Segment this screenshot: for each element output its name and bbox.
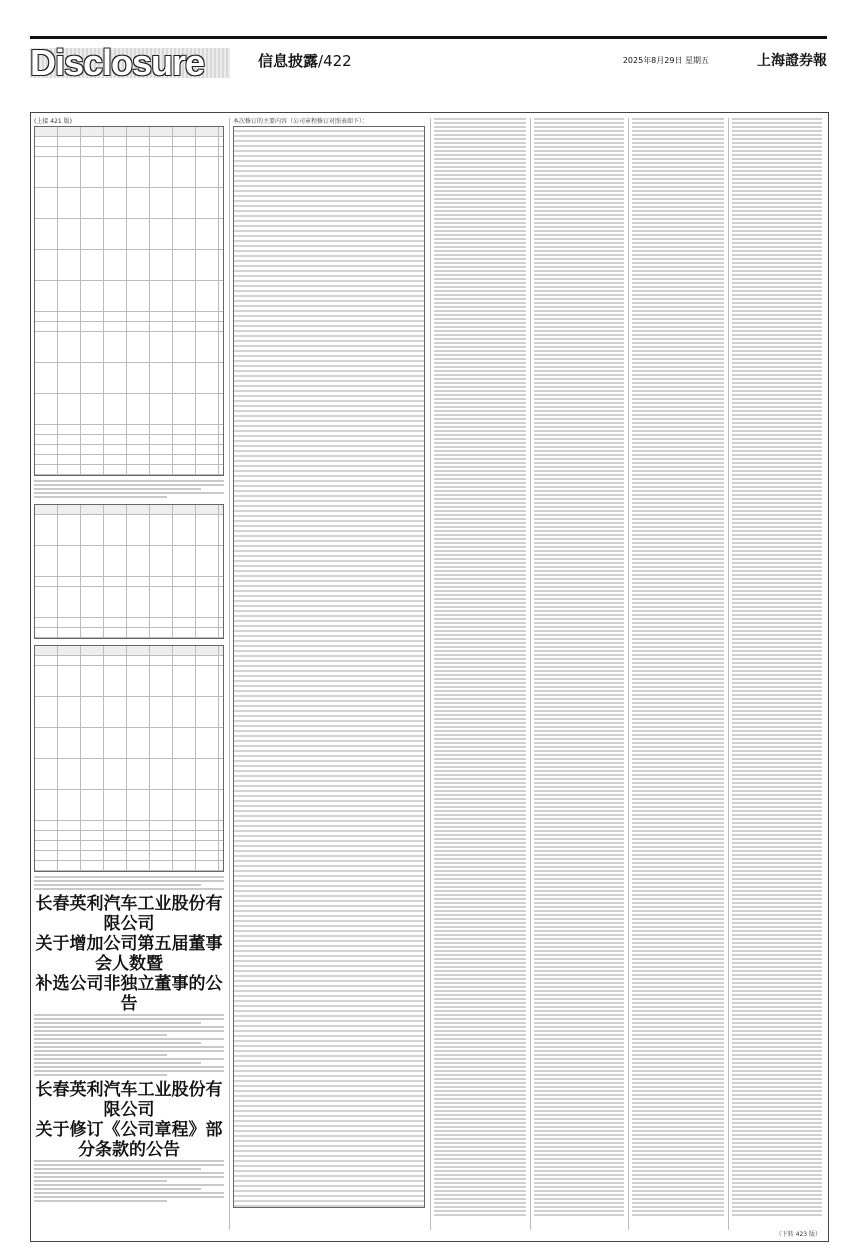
column-divider	[430, 118, 431, 1230]
column-1	[34, 118, 224, 1204]
continued-on: （下转 423 版）	[775, 1231, 821, 1238]
column-6	[732, 118, 822, 1218]
column-divider	[628, 118, 629, 1230]
data-table	[34, 126, 224, 476]
top-rule	[30, 36, 827, 39]
column-5	[632, 118, 724, 1218]
section-title	[258, 50, 352, 71]
column-divider	[728, 118, 729, 1230]
column-divider	[229, 118, 230, 1230]
data-table	[34, 645, 224, 872]
article-headline-2: 长春英利汽车工业股份有限公司 关于修订《公司章程》部分条款的公告	[35, 1080, 223, 1160]
column-4	[534, 118, 624, 1218]
issue-date: 2025年8月29日 星期五	[622, 56, 709, 65]
paper-name: 上海證券報	[757, 53, 827, 69]
column-divider	[530, 118, 531, 1230]
article-headline-1: 长春英利汽车工业股份有限公司 关于增加公司第五届董事会人数暨 补选公司非独立董事的公告	[35, 894, 223, 1014]
masthead	[30, 42, 827, 83]
column-3	[434, 118, 526, 1218]
column-2	[233, 118, 425, 1212]
revision-table	[233, 126, 425, 1208]
brand-logo: Disclosure	[30, 42, 205, 83]
continued-from: (上接 421 版)	[34, 118, 72, 125]
intro-text: 本次修订的主要内容（公司章程修订对照表如下）：	[233, 118, 369, 125]
page-number: /422	[318, 52, 352, 70]
section-name: 信息披露	[258, 52, 319, 70]
data-table	[34, 504, 224, 639]
